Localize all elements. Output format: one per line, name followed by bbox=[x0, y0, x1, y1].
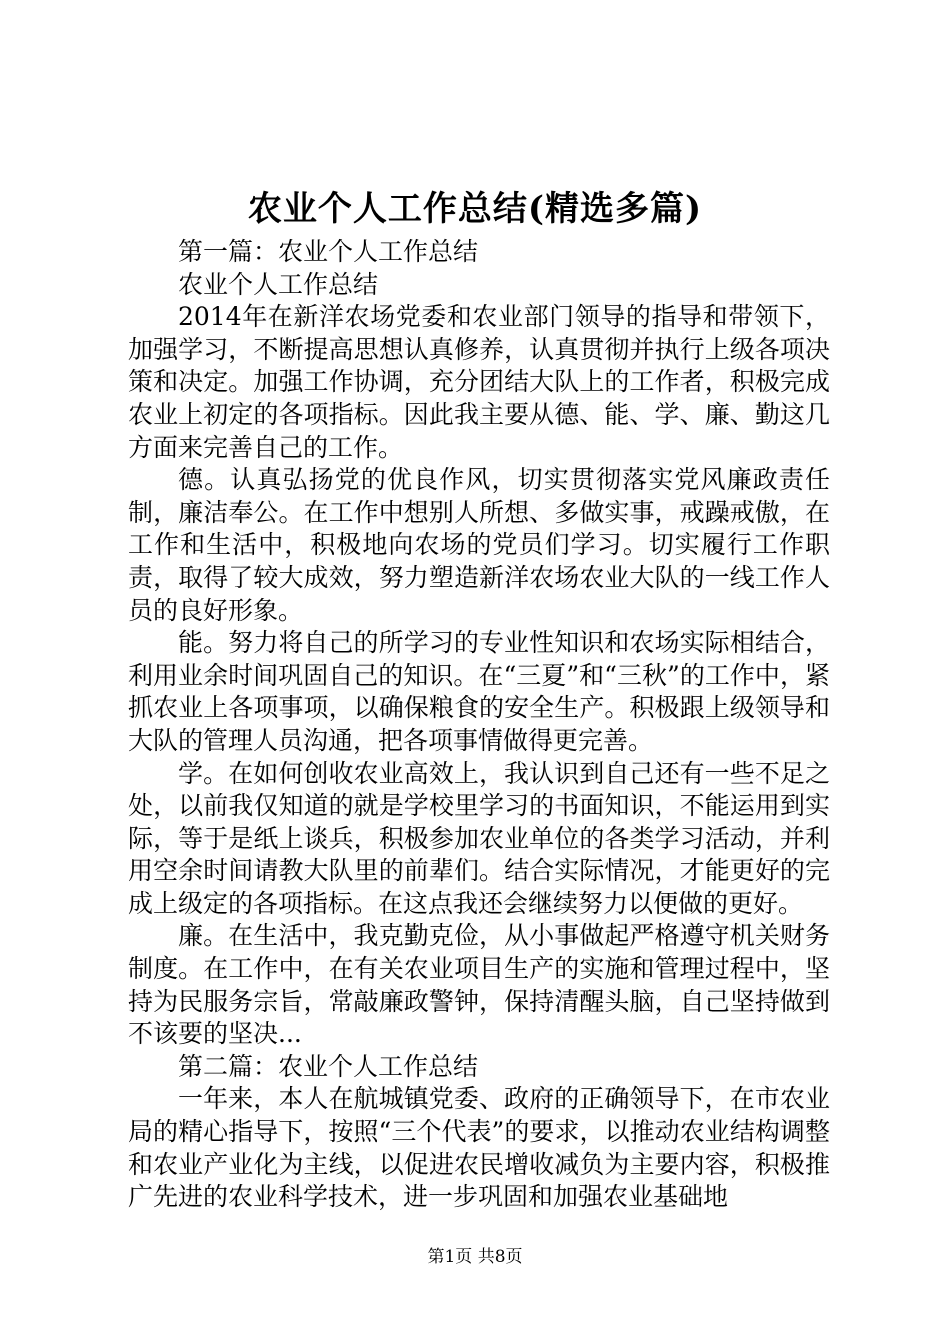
paragraph-ability: 能。努力将自己的所学习的专业性知识和农场实际相结合，利用业余时间巩固自己的知识。在“三夏”和“三秋”的工作中，紧抓农业上各项事项，以确保粮食的安全生产。积极跟上级领导和大队的管理人员沟通，把各项事情做得更完善。 bbox=[128, 628, 830, 755]
paragraph-learning: 学。在如何创收农业高效上，我认识到自己还有一些不足之处，以前我仅知道的就是学校里学习的书面知识，不能运用到实际，等于是纸上谈兵，积极参加农业单位的各类学习活动，并利用空余时间请教大队里的前辈们。结合实际情况，才能更好的完成上级定的各项指标。在这点我还会继续努力以便做的更好。 bbox=[128, 758, 830, 918]
page-footer: 第1页 共8页 bbox=[427, 1247, 523, 1267]
section-subtitle: 农业个人工作总结 bbox=[178, 269, 379, 299]
paragraph-virtue: 德。认真弘扬党的优良作风，切实贯彻落实党风廉政责任制，廉洁奉公。在工作中想别人所想、多做实事，戒躁戒傲，在工作和生活中，积极地向农场的党员们学习。切实履行工作职责，取得了较大成效，努力塑造新洋农场农业大队的一线工作人员的良好形象。 bbox=[128, 465, 830, 625]
section-heading-1: 第一篇：农业个人工作总结 bbox=[178, 237, 479, 266]
paragraph-second-intro: 一年来，本人在航城镇党委、政府的正确领导下，在市农业局的精心指导下，按照“三个代表”的要求，以推动农业结构调整和农业产业化为主线，以促进农民增收减负为主要内容，积极推广先进的农业科学技术，进一步巩固和加强农业基础地 bbox=[128, 1084, 830, 1212]
document-body bbox=[128, 236, 830, 1214]
section-heading-2: 第二篇：农业个人工作总结 bbox=[178, 1051, 479, 1081]
paragraph-intro: 2014年在新洋农场党委和农业部门领导的指导和带领下，加强学习，不断提高思想认真修养，认真贯彻并执行上级各项决策和决定。加强工作协调，充分团结大队上的工作者，积极完成农业上初定的各项指标。因此我主要从德、能、学、廉、勤这几方面来完善自己的工作。 bbox=[128, 302, 830, 462]
document-title: 农业个人工作总结(精选多篇) bbox=[247, 189, 703, 229]
paragraph-integrity: 廉。在生活中，我克勤克俭，从小事做起严格遵守机关财务制度。在工作中，在有关农业项目生产的实施和管理过程中，坚持为民服务宗旨，常敲廉政警钟，保持清醒头脑，自己坚持做到不该要的坚决... bbox=[128, 921, 830, 1049]
